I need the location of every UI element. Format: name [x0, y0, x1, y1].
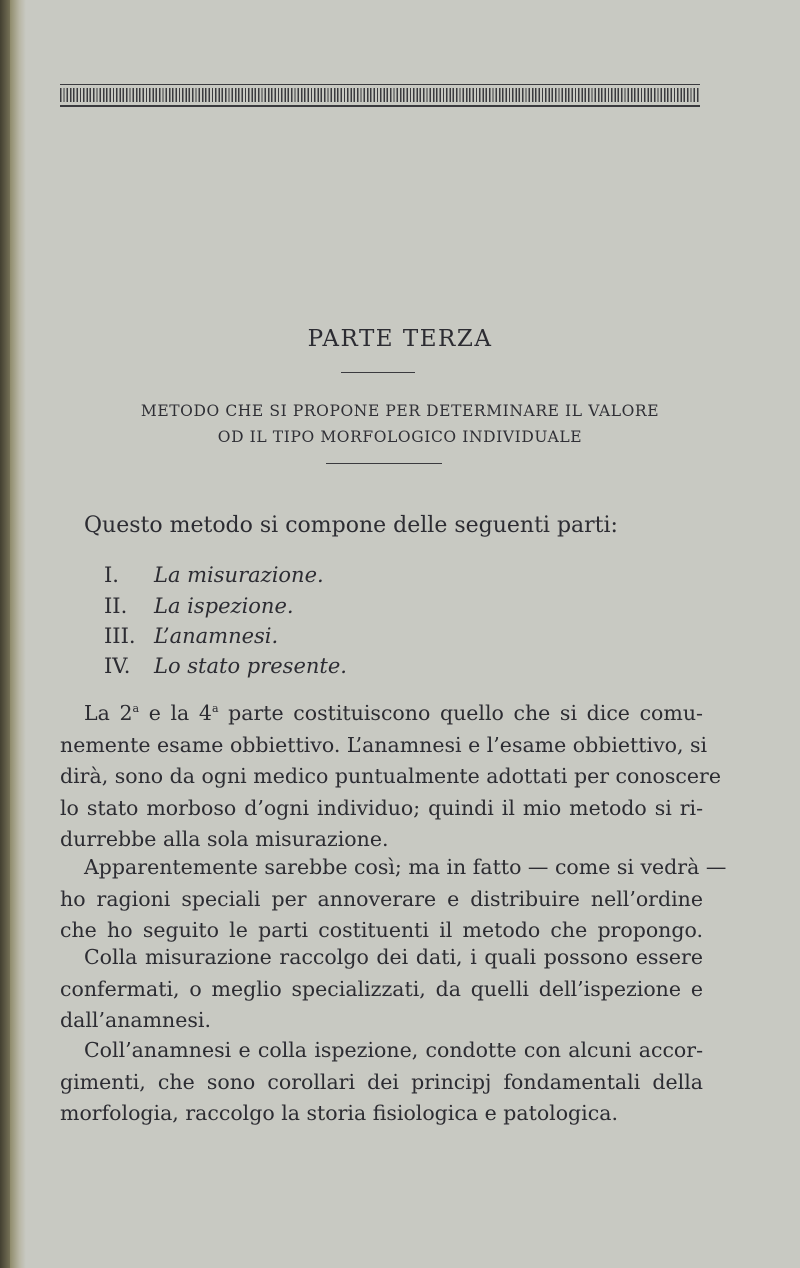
binding-edge: [0, 0, 10, 1268]
paragraph-line: Coll’anamnesi e colla ispezione, condotte con alcuni accor-: [84, 1038, 703, 1062]
paragraph-1: [60, 698, 721, 856]
subtitle-line-1: METODO CHE SI PROPONE PER DETERMINARE IL VALORE: [140, 402, 660, 420]
list-text: La misurazione.: [154, 563, 324, 587]
paragraph-2: [60, 852, 727, 947]
paragraph-line: che ho seguito le parti costituenti il metodo che propongo.: [60, 918, 703, 942]
list-item: [104, 624, 278, 648]
paragraph-line: durrebbe alla sola misurazione.: [60, 827, 389, 851]
list-text: L’anamnesi.: [154, 624, 279, 648]
list-number: III.: [104, 624, 136, 648]
paragraph-line: Colla misurazione raccolgo dei dati, i quali possono essere: [84, 945, 703, 969]
title-divider: [341, 372, 415, 373]
list-text: La ispezione.: [154, 594, 294, 618]
paragraph-line: dirà, sono da ogni medico puntualmente adottati per conoscere: [60, 764, 721, 788]
list-text: Lo stato presente.: [154, 654, 347, 678]
part-title: PARTE TERZA: [307, 326, 493, 352]
intro-sentence: Questo metodo si compone delle seguenti parti:: [84, 513, 618, 538]
header-ornament-rule: [60, 84, 700, 108]
list-number: II.: [104, 594, 128, 618]
list-item: [104, 654, 347, 678]
paragraph-line: ho ragioni speciali per annoverare e distribuire nell’ordine: [60, 886, 703, 911]
paragraph-line: lo stato morboso d’ogni individuo; quindi il mio metodo si ri-: [60, 795, 703, 820]
paragraph-line: nemente esame obbiettivo. L’anamnesi e l’esame obbiettivo, si: [60, 732, 708, 757]
paragraph-line: La 2$^a$ e la 4$^a$ parte costituiscono quello che si dice comu-: [84, 701, 703, 725]
paragraph-line: dall’anamnesi.: [60, 1008, 211, 1032]
paragraph-line: confermati, o meglio specializzati, da quelli dell’ispezione e: [60, 976, 703, 1001]
subtitle-line-2: OD IL TIPO MORFOLOGICO INDIVIDUALE: [217, 428, 583, 446]
list-number: I.: [104, 563, 119, 587]
list-item: [104, 563, 324, 587]
paragraph-line: Apparentemente sarebbe così; ma in fatto — come si vedrà —: [84, 855, 727, 879]
paragraph-3: [60, 942, 703, 1037]
paragraph-line: morfologia, raccolgo la storia fisiologica e patologica.: [60, 1101, 618, 1125]
subtitle-divider: [326, 463, 442, 464]
list-item: [104, 594, 294, 618]
paragraph-line: gimenti, che sono corollari dei principj fondamentali della: [60, 1069, 703, 1094]
paragraph-4: [60, 1035, 703, 1130]
list-number: IV.: [104, 654, 131, 678]
